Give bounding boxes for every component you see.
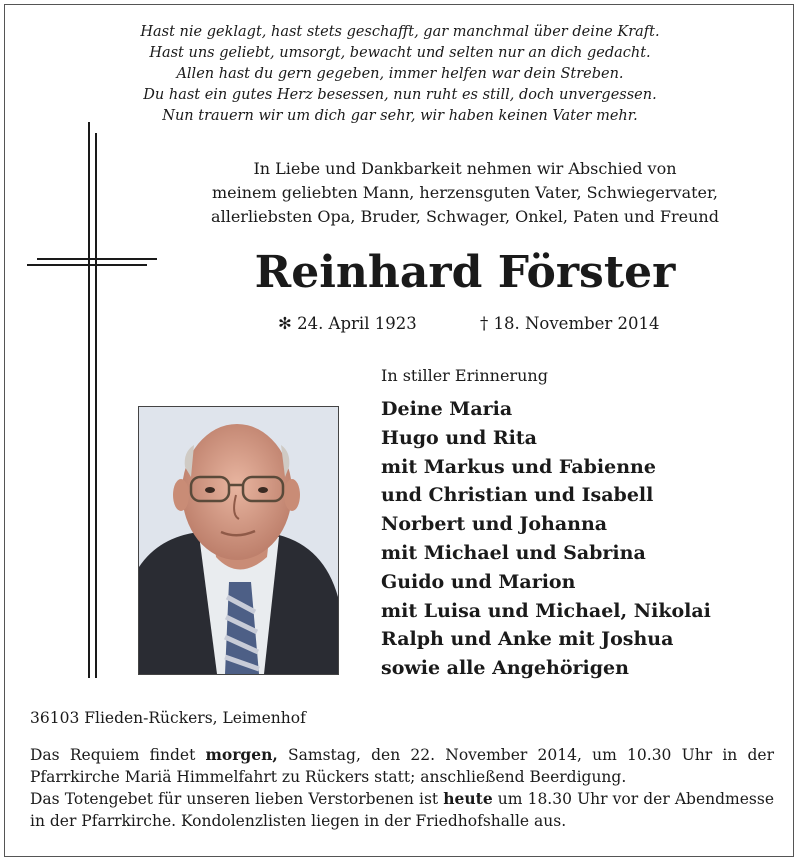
poem-line: Hast uns geliebt, umsorgt, bewacht und selten nur an dich gedacht. (149, 45, 651, 61)
family-line: sowie alle Angehörigen (381, 657, 629, 680)
cross-vertical-bar (88, 122, 90, 678)
notice-line: Pfarrkirche Mariä Himmelfahrt zu Rückers statt; anschließend Beerdigung. (30, 768, 627, 786)
funeral-notice (30, 744, 774, 832)
cross-horizontal-bar (27, 264, 147, 266)
family-line: Ralph und Anke mit Joshua (381, 628, 674, 651)
notice-emphasis: morgen, (205, 745, 278, 764)
intro-line: In Liebe und Dankbarkeit nehmen wir Abschied von (253, 159, 677, 178)
memory-label: In stiller Erinnerung (381, 366, 548, 385)
notice-text: um 18.30 Uhr vor der Abendmesse (492, 790, 775, 808)
notice-text: Das Totengebet für unseren lieben Verstorbenen ist (30, 790, 444, 808)
notice-emphasis: heute (443, 789, 493, 808)
family-list (381, 395, 711, 683)
notice-text: Das Requiem findet (30, 746, 206, 764)
family-line: Hugo und Rita (381, 426, 537, 449)
poem-line: Nun trauern wir um dich gar sehr, wir haben keinen Vater mehr. (162, 108, 638, 124)
intro-text (200, 157, 730, 229)
birth-date: ✻ 24. April 1923 (278, 314, 417, 333)
cross-horizontal-bar (37, 258, 157, 260)
portrait-illustration (139, 407, 338, 674)
poem (0, 22, 800, 127)
poem-line: Allen hast du gern gegeben, immer helfen war dein Streben. (176, 66, 624, 82)
family-line: mit Markus und Fabienne (381, 455, 656, 478)
family-line: Deine Maria (381, 398, 513, 420)
death-date: † 18. November 2014 (480, 314, 660, 333)
poem-line: Du hast ein gutes Herz besessen, nun ruht es still, doch unvergessen. (143, 87, 657, 103)
portrait-photo (138, 406, 339, 675)
deceased-name: Reinhard Förster (254, 247, 676, 298)
intro-line: allerliebsten Opa, Bruder, Schwager, Onkel, Paten und Freund (211, 207, 719, 226)
intro-line: meinem geliebten Mann, herzensguten Vater, Schwiegervater, (211, 183, 718, 202)
address: 36103 Flieden-Rückers, Leimenhof (30, 709, 306, 727)
notice-line: in der Pfarrkirche. Kondolenzlisten liegen in der Friedhofshalle aus. (30, 812, 567, 830)
family-line: mit Luisa und Michael, Nikolai (381, 599, 711, 622)
notice-line (30, 788, 774, 810)
family-line: Guido und Marion (381, 570, 576, 593)
family-line: und Christian und Isabell (381, 484, 654, 507)
poem-line: Hast nie geklagt, hast stets geschafft, gar manchmal über deine Kraft. (140, 24, 660, 40)
family-line: Norbert und Johanna (381, 513, 608, 536)
notice-line (30, 744, 774, 766)
cross-vertical-bar (95, 133, 97, 678)
family-line: mit Michael und Sabrina (381, 541, 646, 564)
notice-text: Samstag, den 22. November 2014, um 10.30 Uhr in der (277, 746, 774, 764)
